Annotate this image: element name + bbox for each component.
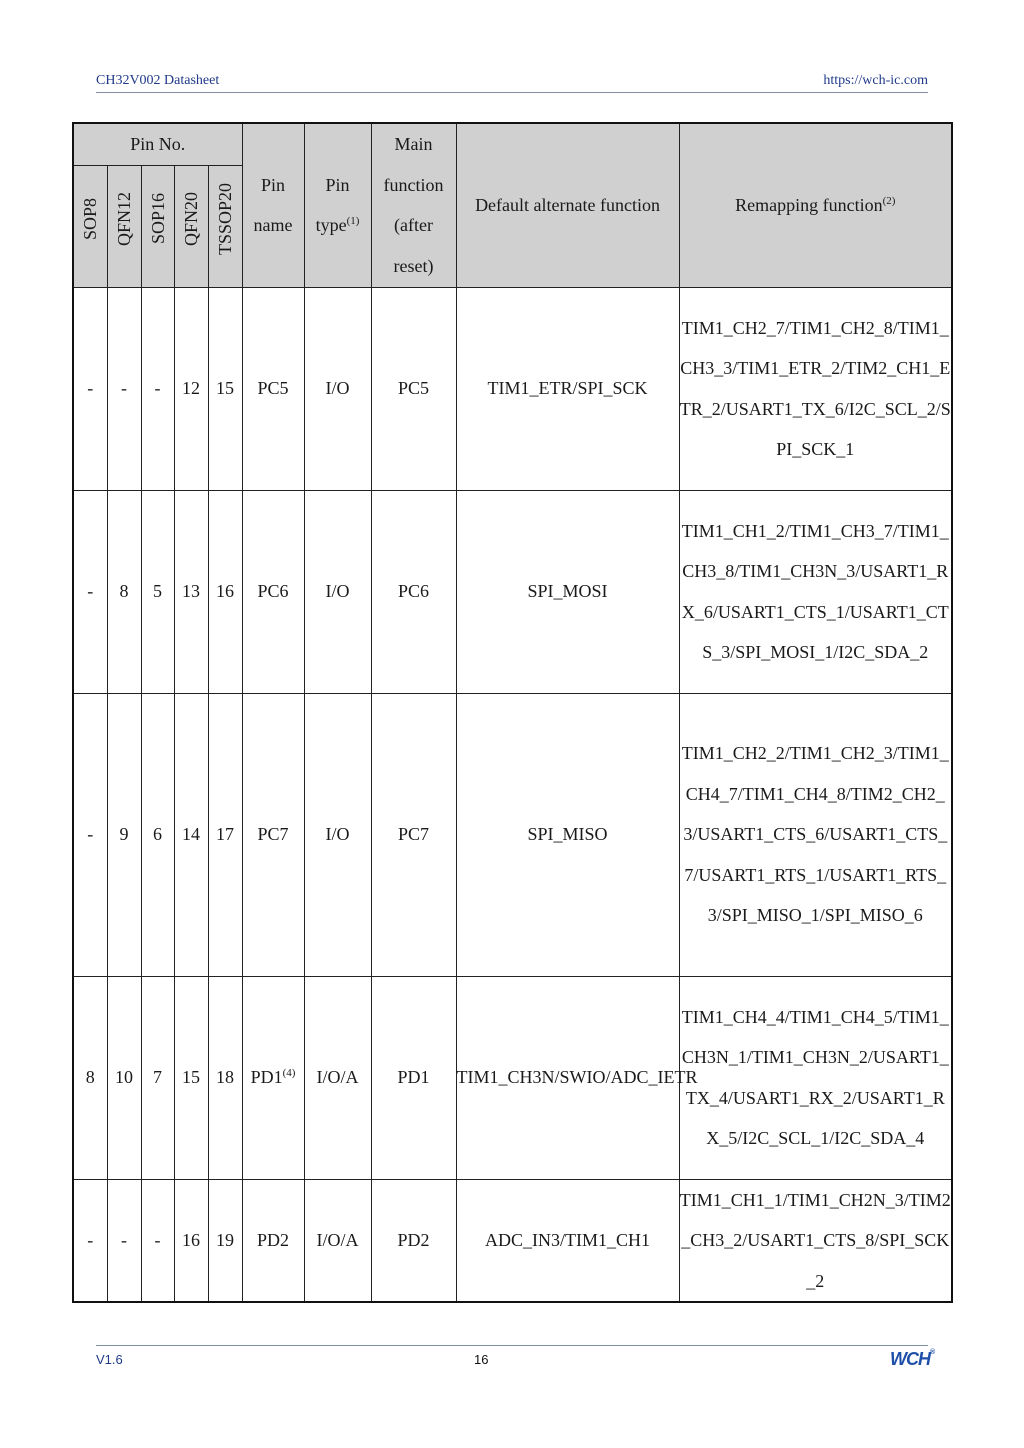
- table-row: [73, 287, 952, 490]
- cell-pin-type: I/O: [304, 490, 371, 693]
- cell-pin-type: I/O/A: [304, 976, 371, 1179]
- pin-type-header: [304, 123, 371, 287]
- cell-pin-name: [242, 287, 304, 490]
- default-alt-header: Default alternate function: [456, 123, 679, 287]
- cell-default-alt: TIM1_CH3N/SWIO/ADC_IETR: [456, 976, 679, 1179]
- doc-title: CH32V002 Datasheet: [96, 73, 220, 88]
- cell-sop8: -: [73, 1179, 107, 1302]
- cell-tssop20: 17: [208, 693, 242, 976]
- package-label: SOP16: [147, 193, 168, 245]
- cell-sop16: 7: [141, 976, 174, 1179]
- cell-sop8: -: [73, 490, 107, 693]
- cell-main-function: PD1: [371, 976, 456, 1179]
- cell-sop16: -: [141, 1179, 174, 1302]
- package-header-qfn20: [174, 165, 208, 287]
- cell-sop8: -: [73, 287, 107, 490]
- cell-default-alt: SPI_MISO: [456, 693, 679, 976]
- cell-tssop20: 16: [208, 490, 242, 693]
- remap-header: [679, 123, 952, 287]
- cell-main-function: PD2: [371, 1179, 456, 1302]
- cell-sop16: -: [141, 287, 174, 490]
- pin-name-text: PC5: [257, 378, 289, 399]
- cell-remap: TIM1_CH4_4/TIM1_CH4_5/TIM1_CH3N_1/TIM1_CH3N_2/USART1_TX_4/USART1_RX_2/USART1_RX_5/I2C_SCL_1/I2C_SDA_4: [679, 976, 952, 1179]
- cell-pin-name: [242, 693, 304, 976]
- cell-remap: TIM1_CH1_1/TIM1_CH2N_3/TIM2_CH3_2/USART1_CTS_8/SPI_SCK_2: [679, 1179, 952, 1302]
- footer-divider: [96, 1345, 928, 1346]
- pin-name-text: PD2: [257, 1230, 290, 1250]
- cell-pin-name: [242, 490, 304, 693]
- package-label: QFN12: [114, 191, 134, 246]
- cell-qfn12: -: [107, 1179, 141, 1302]
- cell-qfn20: 14: [174, 693, 208, 976]
- pin-name-text: PC6: [257, 581, 289, 602]
- cell-tssop20: 15: [208, 287, 242, 490]
- cell-qfn20: 15: [174, 976, 208, 1179]
- cell-qfn12: 10: [107, 976, 141, 1179]
- cell-remap: TIM1_CH2_7/TIM1_CH2_8/TIM1_CH3_3/TIM1_ETR_2/TIM2_CH1_ETR_2/USART1_TX_6/I2C_SCL_2/SPI_SCK_1: [679, 287, 952, 490]
- cell-remap: TIM1_CH2_2/TIM1_CH2_3/TIM1_CH4_7/TIM1_CH4_8/TIM2_CH2_3/USART1_CTS_6/USART1_CTS_7/USART1_RTS_1/USART1_RTS_3/SPI_MISO_1/SPI_MISO_6: [679, 693, 952, 976]
- cell-qfn12: 9: [107, 693, 141, 976]
- cell-pin-type: I/O/A: [304, 1179, 371, 1302]
- doc-url[interactable]: https://wch-ic.com: [823, 73, 928, 88]
- page-header: [96, 73, 928, 91]
- remap-header-text: Remapping function: [735, 195, 883, 215]
- cell-default-alt: TIM1_ETR/SPI_SCK: [456, 287, 679, 490]
- remap-footnote: (2): [882, 195, 896, 207]
- cell-sop8: -: [73, 693, 107, 976]
- cell-qfn12: 8: [107, 490, 141, 693]
- pin-no-header: Pin No.: [73, 123, 242, 165]
- table-row: [73, 693, 952, 976]
- cell-sop8: 8: [73, 976, 107, 1179]
- package-label: SOP8: [80, 197, 101, 240]
- main-function-header: Main function (after reset): [371, 123, 456, 287]
- logo-text: WCH: [890, 1349, 930, 1369]
- cell-tssop20: 19: [208, 1179, 242, 1302]
- pin-name-header: Pin name: [242, 123, 304, 287]
- cell-pin-type: I/O: [304, 287, 371, 490]
- cell-main-function: PC6: [371, 490, 456, 693]
- cell-qfn20: 13: [174, 490, 208, 693]
- package-label: QFN20: [181, 191, 201, 246]
- registered-mark-icon: ®: [930, 1349, 935, 1356]
- cell-pin-name: [242, 976, 304, 1179]
- pin-type-footnote: (1): [346, 215, 360, 228]
- package-header-sop8: [73, 165, 107, 287]
- cell-qfn20: 12: [174, 287, 208, 490]
- cell-main-function: PC7: [371, 693, 456, 976]
- package-label: TSSOP20: [215, 182, 236, 255]
- cell-main-function: PC5: [371, 287, 456, 490]
- package-header-tssop20: [208, 165, 242, 287]
- cell-qfn12: -: [107, 287, 141, 490]
- table-row: [73, 976, 952, 1179]
- cell-default-alt: SPI_MOSI: [456, 490, 679, 693]
- pin-name-text: PD1: [250, 1067, 283, 1088]
- table-row: [73, 490, 952, 693]
- package-header-qfn12: [107, 165, 141, 287]
- cell-default-alt: ADC_IN3/TIM1_CH1: [456, 1179, 679, 1302]
- cell-pin-type: I/O: [304, 693, 371, 976]
- header-divider: [96, 92, 928, 93]
- doc-version: V1.6: [96, 1352, 123, 1367]
- pin-type-header-text: Pin type: [315, 174, 350, 236]
- table-row: [73, 1179, 952, 1302]
- package-header-sop16: [141, 165, 174, 287]
- pin-name-footnote: (4): [282, 1067, 296, 1080]
- cell-remap: TIM1_CH1_2/TIM1_CH3_7/TIM1_CH3_8/TIM1_CH3N_3/USART1_RX_6/USART1_CTS_1/USART1_CTS_3/SPI_MOSI_1/I2C_SDA_2: [679, 490, 952, 693]
- cell-sop16: 5: [141, 490, 174, 693]
- cell-sop16: 6: [141, 693, 174, 976]
- cell-qfn20: 16: [174, 1179, 208, 1302]
- wch-logo: [890, 1349, 934, 1370]
- page-number: 16: [474, 1352, 489, 1367]
- pin-definition-table: [72, 122, 953, 1303]
- pin-name-text: PC7: [257, 824, 289, 845]
- cell-tssop20: 18: [208, 976, 242, 1179]
- cell-pin-name: [242, 1179, 304, 1302]
